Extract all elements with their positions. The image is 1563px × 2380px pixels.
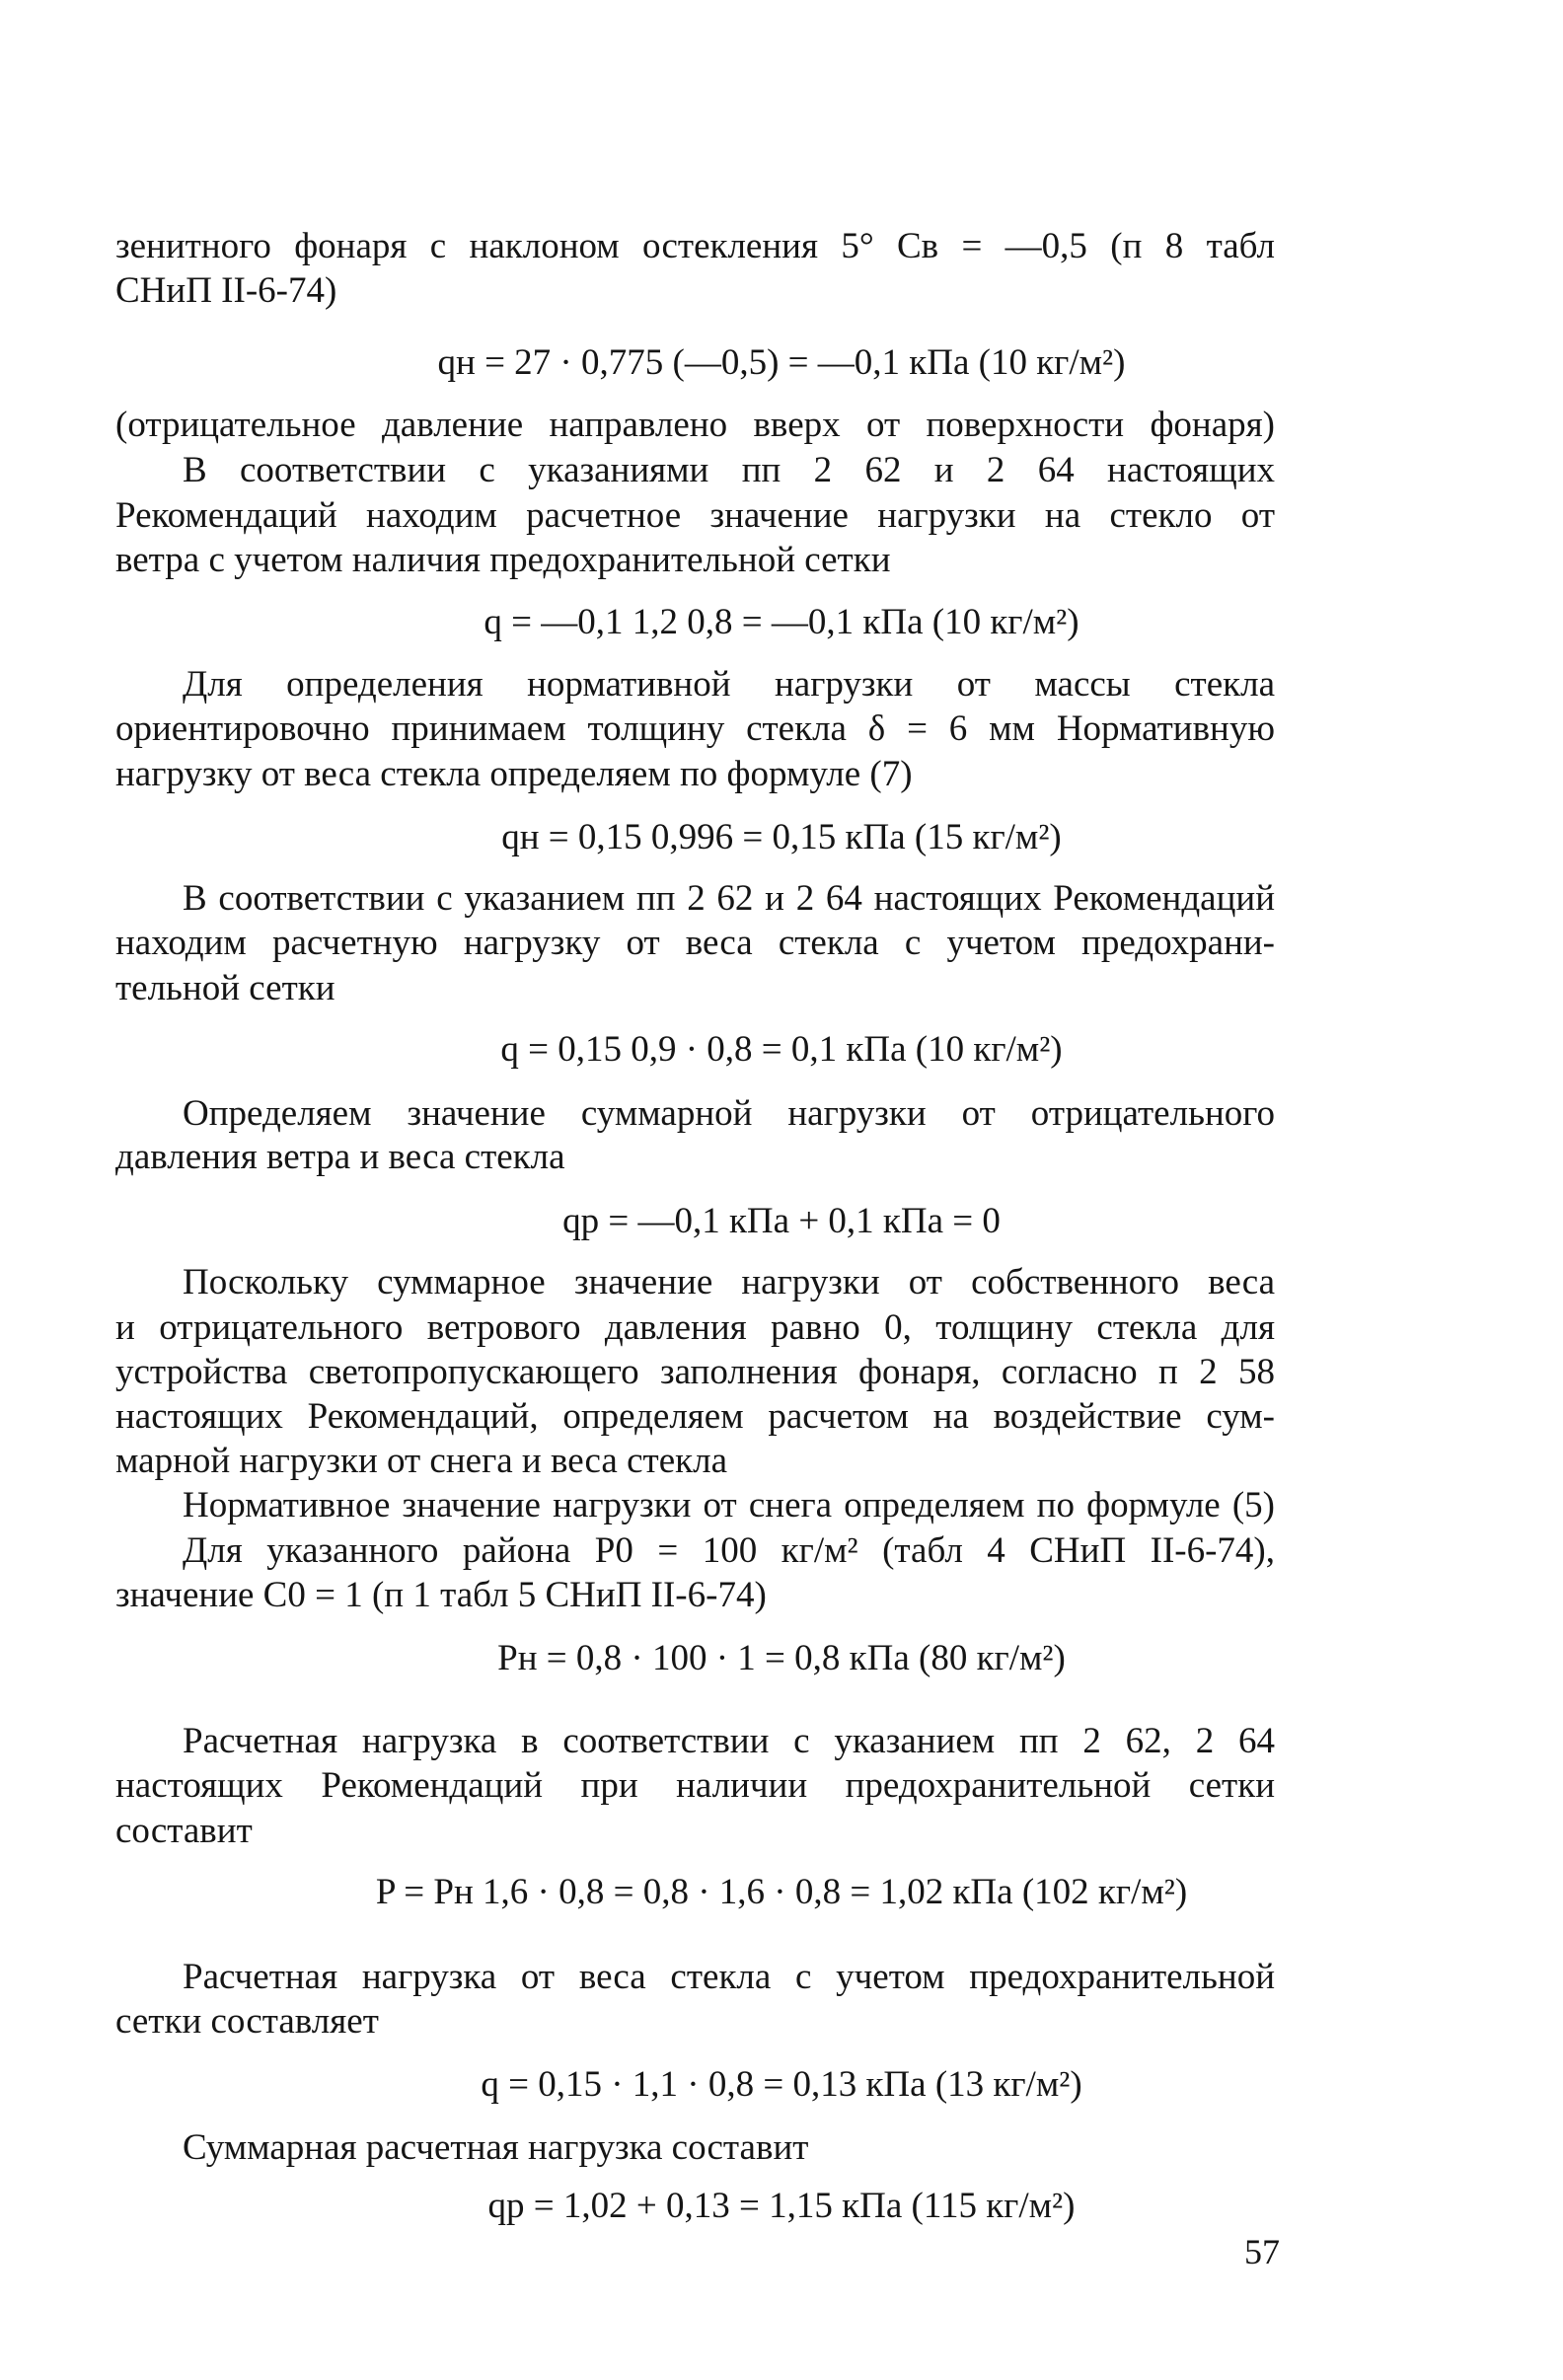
text-line: марной нагрузки от снега и веса стекла: [115, 1441, 727, 1481]
text-line: и отрицательного ветрового давления равно 0, толщину стекла для: [115, 1307, 1275, 1348]
text-line: ветра с учетом наличия предохранительной сетки: [115, 540, 891, 580]
formula: q = 0,15 0,9 · 0,8 = 0,1 кПа (10 кг/м²): [500, 1029, 1063, 1070]
text-line: Суммарная расчетная нагрузка составит: [183, 2127, 809, 2168]
text-line: В соответствии с указаниями пп 2 62 и 2 64 настоящих: [183, 450, 1275, 490]
formula: qр = —0,1 кПа + 0,1 кПа = 0: [562, 1201, 1001, 1241]
text-line: Поскольку суммарное значение нагрузки от собственного веса: [183, 1262, 1275, 1302]
text-line: настоящих Рекомендаций, определяем расчетом на воздействие сум-: [115, 1396, 1275, 1437]
formula: Pн = 0,8 · 100 · 1 = 0,8 кПа (80 кг/м²): [497, 1638, 1066, 1678]
formula: q = 0,15 · 1,1 · 0,8 = 0,13 кПа (13 кг/м²): [481, 2064, 1082, 2105]
formula: qн = 27 · 0,775 (—0,5) = —0,1 кПа (10 кг/м²): [437, 342, 1126, 383]
text-line: настоящих Рекомендаций при наличии предохранительной сетки: [115, 1765, 1275, 1806]
text-line: Расчетная нагрузка от веса стекла с учетом предохранительной: [183, 1957, 1275, 1997]
page-number: 57: [1244, 2232, 1280, 2271]
text-line: (отрицательное давление направлено вверх от поверхности фонаря): [115, 405, 1275, 445]
text-line: составит: [115, 1811, 253, 1851]
text-line: ориентировочно принимаем толщину стекла δ = 6 мм Нормативную: [115, 708, 1275, 749]
text-line: Для указанного района P0 = 100 кг/м² (табл 4 СНиП II-6-74),: [183, 1530, 1275, 1571]
text-line: устройства светопропускающего заполнения фонаря, согласно п 2 58: [115, 1352, 1275, 1392]
text-line: сетки составляет: [115, 2001, 379, 2042]
text-line: давления ветра и веса стекла: [115, 1137, 565, 1177]
text-line: Для определения нормативной нагрузки от массы стекла: [183, 664, 1275, 705]
text-line: СНиП II-6-74): [115, 270, 337, 311]
text-line: тельной сетки: [115, 968, 335, 1008]
text-line: находим расчетную нагрузку от веса стекла с учетом предохрани-: [115, 923, 1275, 963]
formula: qн = 0,15 0,996 = 0,15 кПа (15 кг/м²): [501, 817, 1062, 857]
text-line: зенитного фонаря с наклоном остекления 5° Cв = —0,5 (п 8 табл: [115, 226, 1275, 266]
text-line: В соответствии с указанием пп 2 62 и 2 64 настоящих Рекомендаций: [183, 878, 1275, 919]
text-line: нагрузку от веса стекла определяем по формуле (7): [115, 754, 913, 794]
formula: qр = 1,02 + 0,13 = 1,15 кПа (115 кг/м²): [487, 2186, 1076, 2226]
text-line: Определяем значение суммарной нагрузки от отрицательного: [183, 1093, 1275, 1134]
formula: q = —0,1 1,2 0,8 = —0,1 кПа (10 кг/м²): [484, 602, 1079, 642]
text-line: Расчетная нагрузка в соответствии с указанием пп 2 62, 2 64: [183, 1721, 1275, 1761]
formula: P = Pн 1,6 · 0,8 = 0,8 · 1,6 · 0,8 = 1,02 кПа (102 кг/м²): [375, 1872, 1188, 1912]
text-line: значение C0 = 1 (п 1 табл 5 СНиП II-6-74): [115, 1575, 767, 1615]
text-line: Рекомендаций находим расчетное значение нагрузки на стекло от: [115, 495, 1275, 536]
text-line: Нормативное значение нагрузки от снега определяем по формуле (5): [183, 1485, 1275, 1525]
